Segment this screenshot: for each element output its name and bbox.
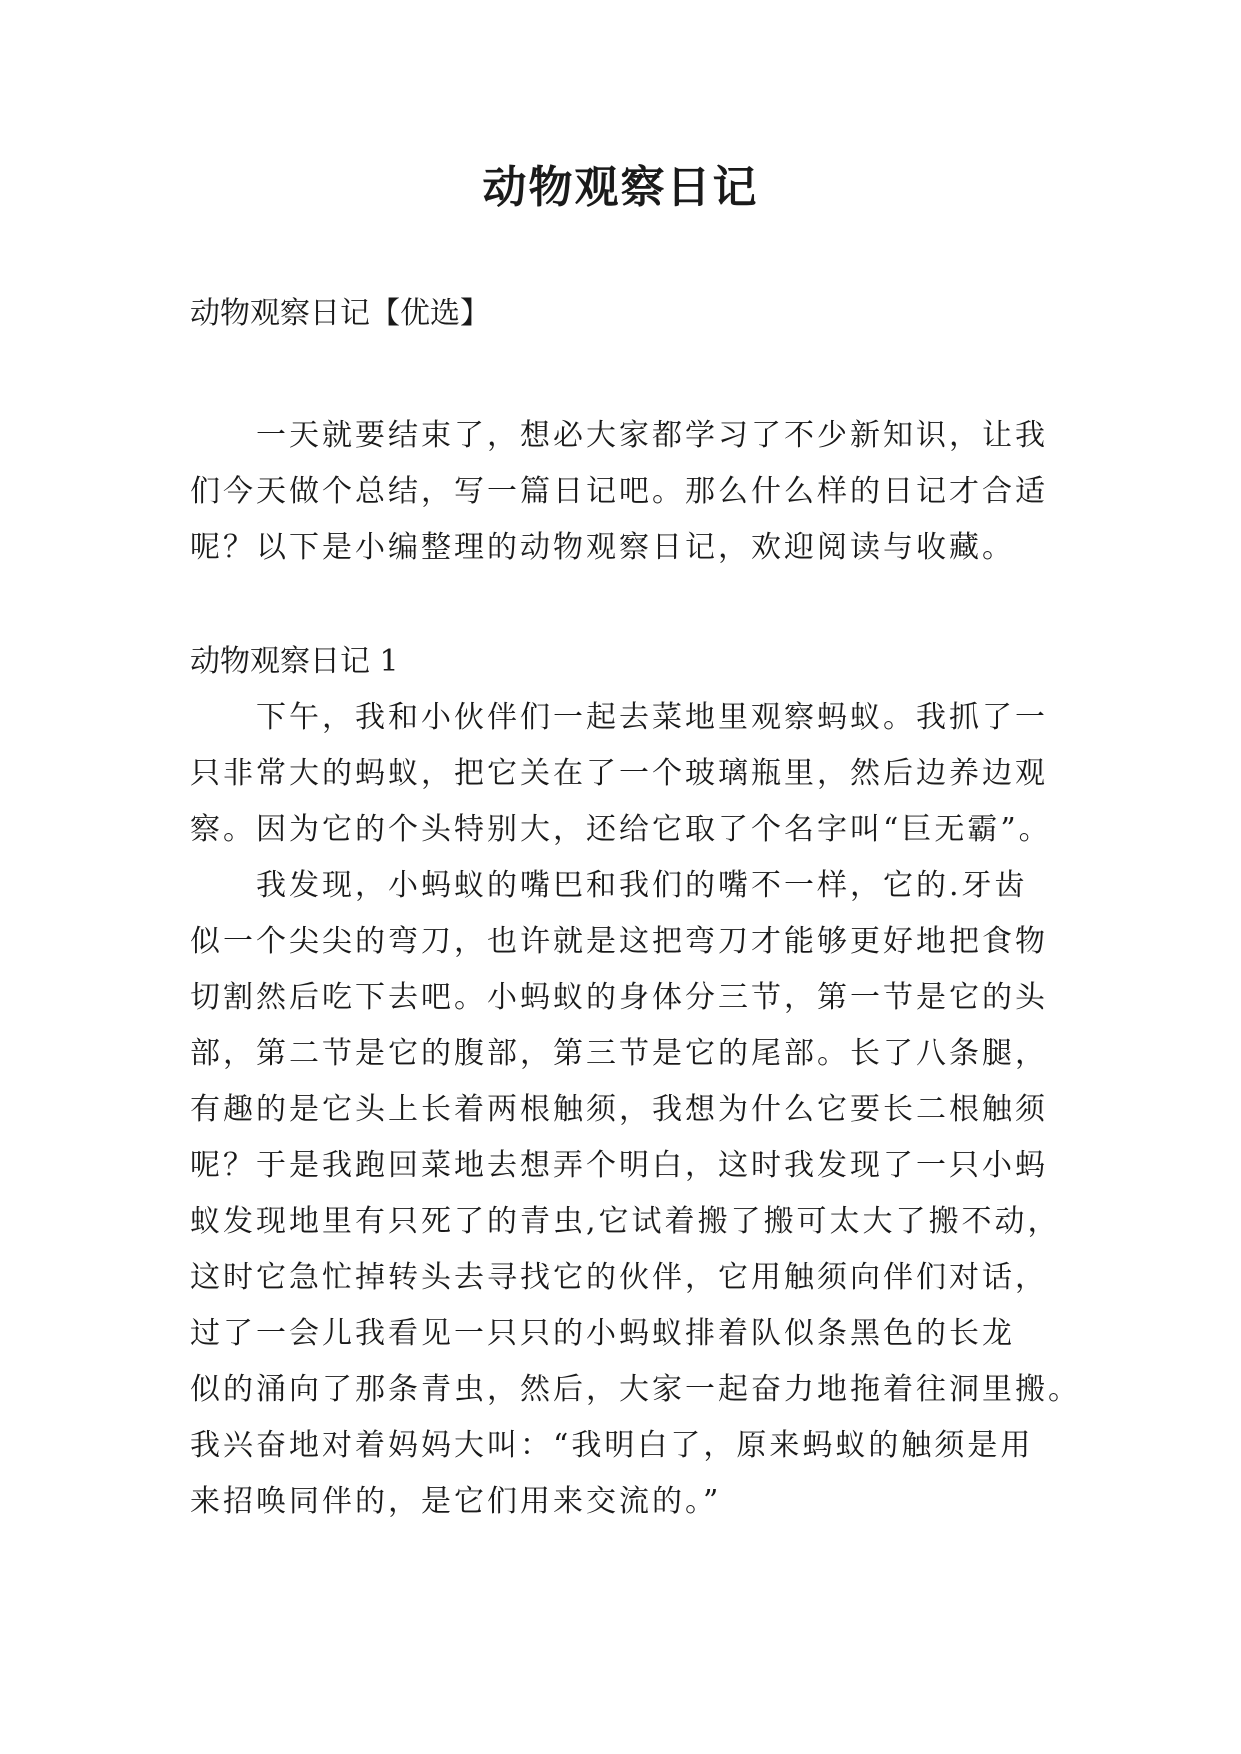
section-heading: 动物观察日记 1 <box>190 644 399 679</box>
body-paragraph-2 <box>190 858 1081 1530</box>
paragraph-line: 部，第二节是它的腹部，第三节是它的尾部。长了八条腿， <box>190 1036 1048 1071</box>
paragraph-line: 似的涌向了那条青虫，然后，大家一起奋力地拖着往洞里搬。 <box>190 1372 1081 1407</box>
paragraph-line: 似一个尖尖的弯刀，也许就是这把弯刀才能够更好地把食物 <box>190 924 1048 959</box>
body-paragraph-1 <box>190 690 1070 858</box>
paragraph-line: 我兴奋地对着妈妈大叫：“我明白了，原来蚂蚁的触须是用 <box>190 1428 1034 1463</box>
intro-paragraph <box>190 408 1070 576</box>
paragraph-line: 来招唤同伴的，是它们用来交流的。” <box>190 1484 722 1519</box>
document-subtitle: 动物观察日记【优选】 <box>190 296 490 331</box>
paragraph-line: 呢？于是我跑回菜地去想弄个明白，这时我发现了一只小蚂 <box>190 1148 1048 1183</box>
paragraph-line: 一天就要结束了，想必大家都学习了不少新知识，让我 <box>256 418 1048 453</box>
paragraph-line: 我发现，小蚂蚁的嘴巴和我们的嘴不一样，它的.牙齿 <box>256 868 1028 903</box>
paragraph-line: 察。因为它的个头特别大，还给它取了个名字叫“巨无霸”。 <box>190 812 1052 847</box>
paragraph-line: 蚁发现地里有只死了的青虫,它试着搬了搬可太大了搬不动， <box>190 1204 1061 1239</box>
paragraph-line: 呢？以下是小编整理的动物观察日记，欢迎阅读与收藏。 <box>190 530 1015 565</box>
page-title: 动物观察日记 <box>482 162 759 213</box>
paragraph-line: 下午，我和小伙伴们一起去菜地里观察蚂蚁。我抓了一 <box>256 700 1048 735</box>
paragraph-line: 们今天做个总结，写一篇日记吧。那么什么样的日记才合适 <box>190 474 1048 509</box>
paragraph-line: 只非常大的蚂蚁，把它关在了一个玻璃瓶里，然后边养边观 <box>190 756 1048 791</box>
paragraph-line: 有趣的是它头上长着两根触须，我想为什么它要长二根触须 <box>190 1092 1048 1127</box>
paragraph-line: 切割然后吃下去吧。小蚂蚁的身体分三节，第一节是它的头 <box>190 980 1048 1015</box>
paragraph-line: 这时它急忙掉转头去寻找它的伙伴，它用触须向伴们对话， <box>190 1260 1048 1295</box>
paragraph-line: 过了一会儿我看见一只只的小蚂蚁排着队似条黑色的长龙 <box>190 1316 1015 1351</box>
